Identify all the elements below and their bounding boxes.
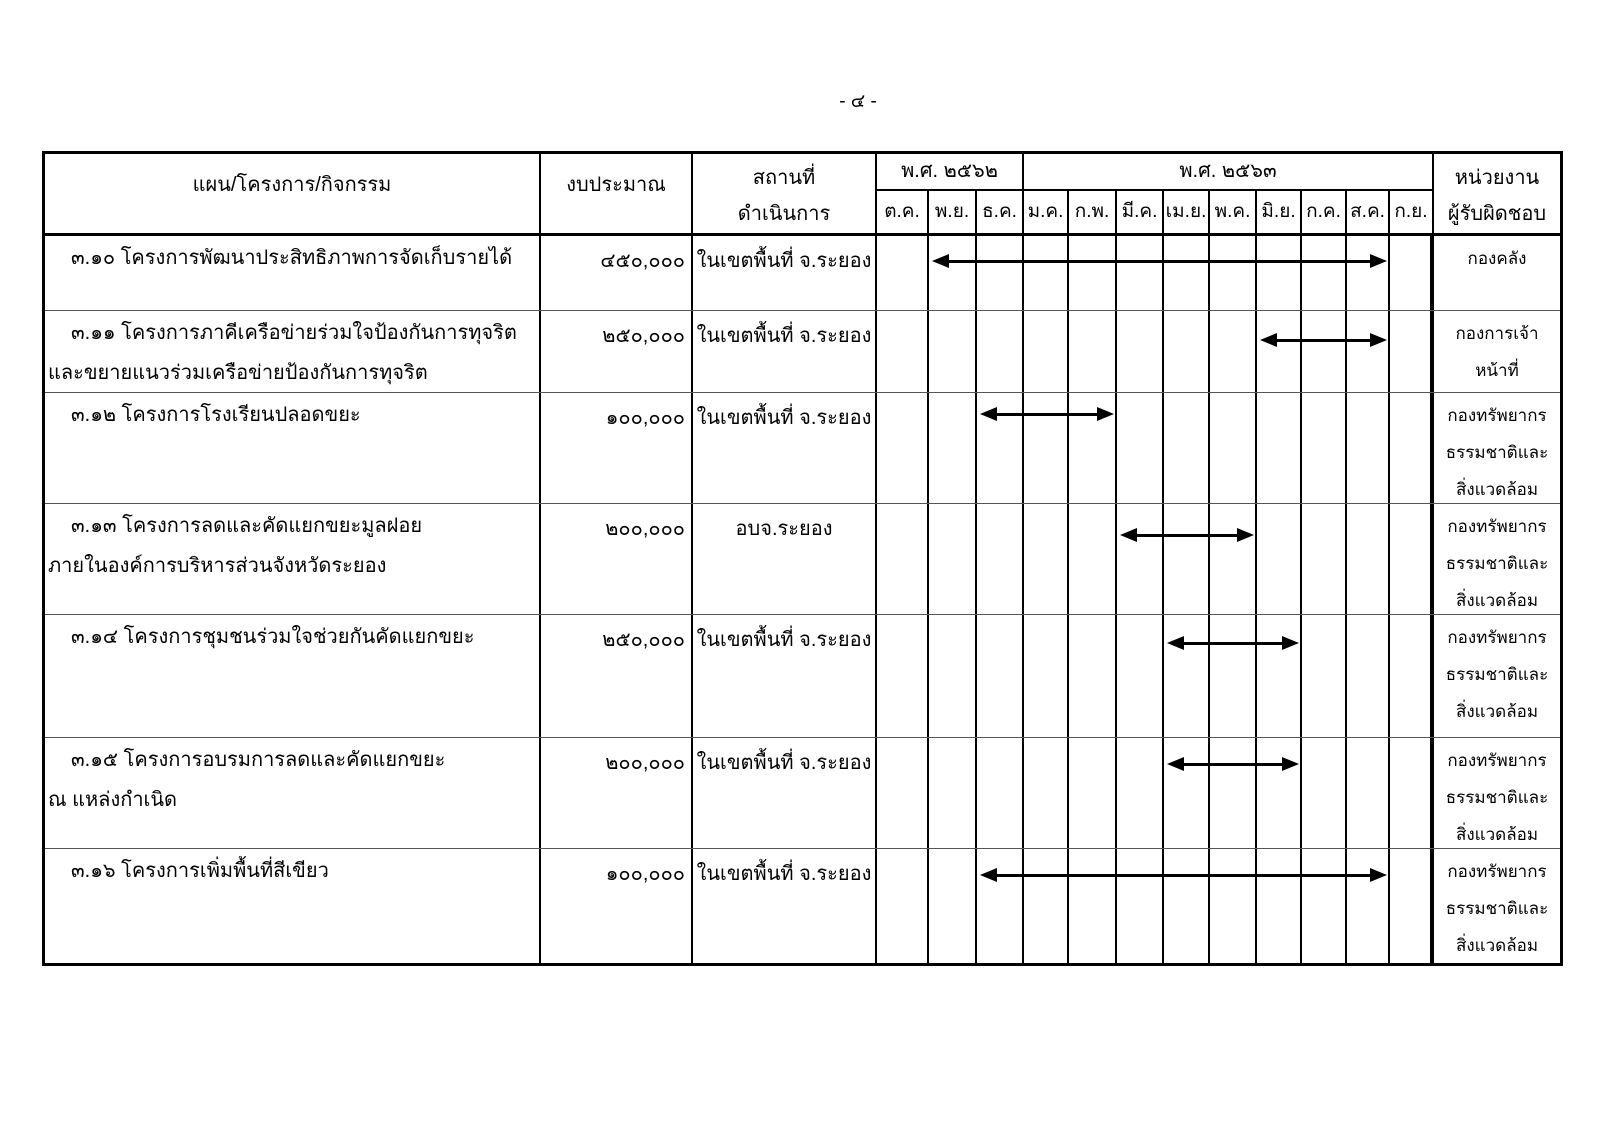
- month-cell: [1347, 236, 1390, 310]
- plan-line: ๓.๑๓ โครงการลดและคัดแยกขยะมูลฝอย: [71, 515, 423, 537]
- header-month-jan: ม.ค.: [1024, 191, 1069, 233]
- budget-cell: ๒๕๐,๐๐๐: [541, 311, 693, 392]
- table-row: [45, 393, 1560, 504]
- month-cell: [929, 393, 977, 503]
- gantt-cell: [877, 311, 1434, 392]
- month-cell: [1347, 849, 1390, 963]
- gantt-arrow: [980, 868, 1387, 882]
- month-cell: [1302, 311, 1347, 392]
- arrow-line: [1274, 339, 1373, 342]
- location-cell: ในเขตพื้นที่ จ.ระยอง: [693, 615, 877, 737]
- page-number: - ๔ -: [839, 91, 877, 112]
- month-cell: [1210, 393, 1257, 503]
- department-line: กองทรัพยากร: [1447, 406, 1547, 425]
- month-cell: [1347, 311, 1390, 392]
- table-row: [45, 311, 1560, 393]
- arrow-line: [1181, 763, 1285, 766]
- month-cell: [1210, 615, 1257, 737]
- month-cell: [877, 849, 929, 963]
- header-location-line2: ดำเนินการ: [737, 203, 831, 225]
- month-cell: [929, 738, 977, 848]
- month-cell: [1302, 393, 1347, 503]
- table-row: [45, 849, 1560, 963]
- arrow-line: [994, 413, 1100, 416]
- month-cell: [977, 615, 1024, 737]
- budget-cell: ๔๕๐,๐๐๐: [541, 236, 693, 310]
- month-cell: [1117, 504, 1164, 614]
- table-body: [45, 236, 1560, 963]
- month-cell: [1257, 393, 1302, 503]
- plan-cell: [45, 738, 541, 848]
- month-cell: [1302, 504, 1347, 614]
- month-cell: [1024, 738, 1069, 848]
- arrowhead-right-icon: [1370, 868, 1387, 882]
- month-cell: [1390, 849, 1432, 963]
- month-cell: [877, 738, 929, 848]
- department-line: กองทรัพยากร: [1447, 751, 1547, 770]
- department-line: ธรรมชาติและ: [1445, 554, 1549, 573]
- month-cell: [1257, 615, 1302, 737]
- header-month-feb: ก.พ.: [1069, 191, 1117, 233]
- month-cell: [877, 393, 929, 503]
- month-cell: [1164, 849, 1210, 963]
- month-cell: [1069, 311, 1117, 392]
- plan-cell: [45, 393, 541, 503]
- month-cell: [1024, 504, 1069, 614]
- plan-cell: [45, 615, 541, 737]
- month-cell: [1164, 504, 1210, 614]
- location-cell: ในเขตพื้นที่ จ.ระยอง: [693, 738, 877, 848]
- department-line: ธรรมชาติและ: [1445, 443, 1549, 462]
- month-cell: [1257, 738, 1302, 848]
- month-cell: [1257, 849, 1302, 963]
- department-line: ธรรมชาติและ: [1445, 665, 1549, 684]
- plan-line: ๓.๑๕ โครงการอบรมการลดและคัดแยกขยะ: [71, 749, 446, 771]
- gantt-cell: [877, 615, 1434, 737]
- month-cell: [1210, 849, 1257, 963]
- month-cell: [1302, 615, 1347, 737]
- month-cell: [1390, 393, 1432, 503]
- header-month-mar: มี.ค.: [1117, 191, 1164, 233]
- month-cell: [977, 504, 1024, 614]
- month-cell: [1024, 849, 1069, 963]
- arrowhead-right-icon: [1282, 757, 1299, 771]
- department-cell: [1434, 393, 1560, 503]
- month-cell: [1302, 738, 1347, 848]
- arrowhead-right-icon: [1370, 254, 1387, 268]
- header-month-nov: พ.ย.: [929, 191, 977, 233]
- gantt-arrow: [1167, 636, 1299, 650]
- month-cell: [1117, 393, 1164, 503]
- location-cell: อบจ.ระยอง: [693, 504, 877, 614]
- header-month-apr: เม.ย.: [1164, 191, 1210, 233]
- header-month-dec: ธ.ค.: [977, 191, 1024, 233]
- gantt-arrow: [980, 407, 1114, 421]
- header-month-oct: ต.ค.: [877, 191, 929, 233]
- department-line: กองทรัพยากร: [1447, 628, 1547, 647]
- plan-cell: [45, 236, 541, 310]
- month-cell: [977, 236, 1024, 310]
- table-row: [45, 738, 1560, 849]
- arrow-line: [946, 260, 1373, 263]
- arrowhead-right-icon: [1370, 333, 1387, 347]
- month-cell: [1024, 311, 1069, 392]
- department-cell: [1434, 236, 1560, 310]
- month-cell: [1164, 615, 1210, 737]
- month-cell: [1117, 236, 1164, 310]
- month-cell: [1390, 504, 1432, 614]
- header-month-sep: ก.ย.: [1394, 201, 1428, 222]
- plan-line: ๓.๑๐ โครงการพัฒนาประสิทธิภาพการจัดเก็บรายได้: [71, 247, 513, 269]
- budget-cell: ๒๕๐,๐๐๐: [541, 615, 693, 737]
- plan-cell: [45, 311, 541, 392]
- budget-cell: ๒๐๐,๐๐๐: [541, 738, 693, 848]
- month-cell: [1164, 311, 1210, 392]
- header-year-row: [877, 154, 1432, 191]
- header-month-row: [877, 191, 1432, 233]
- arrowhead-right-icon: [1097, 407, 1114, 421]
- month-cell: [1390, 236, 1432, 310]
- arrowhead-right-icon: [1282, 636, 1299, 650]
- month-cell: [977, 738, 1024, 848]
- month-cell: [1257, 504, 1302, 614]
- department-line: สิ่งแวดล้อม: [1455, 825, 1539, 844]
- month-cell: [1390, 311, 1432, 392]
- month-cell: [1069, 236, 1117, 310]
- month-cell: [929, 849, 977, 963]
- department-line: กองคลัง: [1467, 249, 1527, 268]
- department-line: สิ่งแวดล้อม: [1455, 702, 1539, 721]
- header-month-jun: มิ.ย.: [1257, 191, 1302, 233]
- month-cell: [877, 504, 929, 614]
- month-cell: [1302, 236, 1347, 310]
- month-cell: [1164, 738, 1210, 848]
- month-cell: [1347, 393, 1390, 503]
- header-location-line1: สถานที่: [752, 167, 816, 189]
- header-month-may: พ.ค.: [1210, 191, 1257, 233]
- month-cell: [1117, 311, 1164, 392]
- header-plan: แผน/โครงการ/กิจกรรม: [45, 154, 541, 233]
- location-cell: ในเขตพื้นที่ จ.ระยอง: [693, 236, 877, 310]
- month-cell: [1024, 615, 1069, 737]
- location-cell: ในเขตพื้นที่ จ.ระยอง: [693, 393, 877, 503]
- month-cell: [1390, 738, 1432, 848]
- department-cell: [1434, 738, 1560, 848]
- department-cell: [1434, 504, 1560, 614]
- department-line: กองทรัพยากร: [1447, 862, 1547, 881]
- gantt-cell: [877, 849, 1434, 963]
- gantt-arrow: [1120, 528, 1254, 542]
- plan-line: ๓.๑๒ โครงการโรงเรียนปลอดขยะ: [71, 404, 361, 426]
- month-cell: [1164, 393, 1210, 503]
- header-month-jul: ก.ค.: [1302, 191, 1347, 233]
- gantt-cell: [877, 504, 1434, 614]
- month-cell: [1210, 236, 1257, 310]
- plan-cell: [45, 849, 541, 963]
- department-cell: [1434, 615, 1560, 737]
- month-cell: [1210, 738, 1257, 848]
- month-cell: [929, 311, 977, 392]
- table-row: [45, 615, 1560, 738]
- header-year-2563: พ.ศ. ๒๕๖๓: [1179, 160, 1277, 182]
- gantt-cell: [877, 236, 1434, 310]
- month-cell: [1210, 311, 1257, 392]
- plan-line: และขยายแนวร่วมเครือข่ายป้องกันการทุจริต: [48, 362, 428, 384]
- header-budget: งบประมาณ: [541, 154, 693, 233]
- gantt-cell: [877, 393, 1434, 503]
- gantt-arrow: [1167, 757, 1299, 771]
- month-cell: [1347, 615, 1390, 737]
- month-cell: [877, 311, 929, 392]
- month-cell: [1069, 738, 1117, 848]
- department-line: กองการเจ้าหน้าที่: [1455, 324, 1539, 380]
- month-cell: [1347, 504, 1390, 614]
- month-cell: [929, 615, 977, 737]
- arrowhead-right-icon: [1237, 528, 1254, 542]
- arrow-line: [1134, 534, 1240, 537]
- month-cell: [877, 236, 929, 310]
- month-cell: [1302, 849, 1347, 963]
- gantt-cell: [877, 738, 1434, 848]
- month-cell: [929, 504, 977, 614]
- location-cell: ในเขตพื้นที่ จ.ระยอง: [693, 849, 877, 963]
- department-cell: [1434, 849, 1560, 963]
- month-cell: [1257, 236, 1302, 310]
- header-location: [693, 154, 877, 233]
- arrow-line: [994, 874, 1373, 877]
- table-row: [45, 236, 1560, 311]
- month-cell: [977, 311, 1024, 392]
- plan-line: ๓.๑๔ โครงการชุมชนร่วมใจช่วยกันคัดแยกขยะ: [71, 626, 475, 648]
- header-department-line2: ผู้รับผิดชอบ: [1447, 203, 1547, 225]
- month-cell: [1069, 504, 1117, 614]
- month-cell: [1390, 615, 1432, 737]
- gantt-arrow: [932, 254, 1387, 268]
- month-cell: [929, 236, 977, 310]
- budget-cell: ๑๐๐,๐๐๐: [541, 393, 693, 503]
- gantt-arrow: [1260, 333, 1387, 347]
- month-cell: [1117, 615, 1164, 737]
- month-cell: [1347, 738, 1390, 848]
- header-department-line1: หน่วยงาน: [1454, 167, 1540, 189]
- month-cell: [1069, 849, 1117, 963]
- month-cell: [1210, 504, 1257, 614]
- department-line: ธรรมชาติและ: [1445, 788, 1549, 807]
- plan-cell: [45, 504, 541, 614]
- month-cell: [1069, 615, 1117, 737]
- header-years: [877, 154, 1434, 233]
- department-line: กองทรัพยากร: [1447, 517, 1547, 536]
- plan-line: ๓.๑๑ โครงการภาคีเครือข่ายร่วมใจป้องกันการทุจริต: [71, 322, 517, 344]
- department-line: สิ่งแวดล้อม: [1455, 480, 1539, 499]
- project-schedule-table: [42, 151, 1563, 966]
- table-row: [45, 504, 1560, 615]
- header-month-aug: ส.ค.: [1347, 191, 1390, 233]
- plan-line: ๓.๑๖ โครงการเพิ่มพื้นที่สีเขียว: [71, 860, 329, 882]
- budget-cell: ๒๐๐,๐๐๐: [541, 504, 693, 614]
- department-line: ธรรมชาติและ: [1445, 899, 1549, 918]
- month-cell: [1164, 236, 1210, 310]
- department-line: สิ่งแวดล้อม: [1455, 591, 1539, 610]
- table-header: [45, 154, 1560, 236]
- budget-cell: ๑๐๐,๐๐๐: [541, 849, 693, 963]
- location-cell: ในเขตพื้นที่ จ.ระยอง: [693, 311, 877, 392]
- month-cell: [877, 615, 929, 737]
- month-cell: [977, 849, 1024, 963]
- department-line: สิ่งแวดล้อม: [1455, 936, 1539, 955]
- arrow-line: [1181, 642, 1285, 645]
- plan-line: ภายในองค์การบริหารส่วนจังหวัดระยอง: [48, 555, 387, 577]
- month-cell: [1117, 849, 1164, 963]
- header-year-2562: พ.ศ. ๒๕๖๒: [877, 154, 1024, 189]
- month-cell: [1024, 236, 1069, 310]
- month-cell: [1117, 738, 1164, 848]
- month-cell: [1257, 311, 1302, 392]
- plan-line: ณ แหล่งกำเนิด: [48, 789, 178, 811]
- department-cell: [1434, 311, 1560, 392]
- header-department: [1434, 154, 1560, 233]
